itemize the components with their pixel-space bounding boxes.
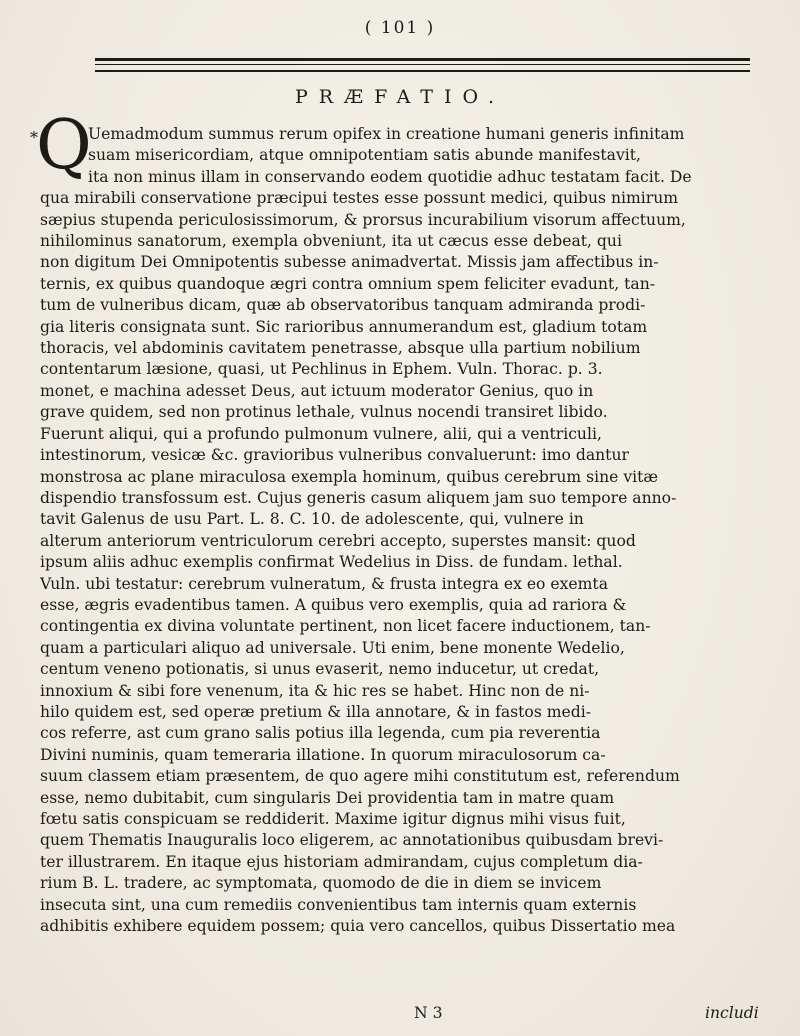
text-line: qua mirabili conservatione præcipui testes esse possunt medici, quibus nimirum bbox=[40, 189, 679, 208]
section-heading: PRÆFATIO. bbox=[294, 86, 505, 108]
text-line: tum de vulneribus dicam, quæ ab observatoribus tanquam admiranda prodi- bbox=[40, 296, 646, 315]
text-line: fœtu satis conspicuam se reddiderit. Maxime igitur dignus mihi visus fuit, bbox=[40, 810, 626, 828]
footnote-asterisk: * bbox=[30, 128, 38, 147]
text-line: innoxium & sibi fore venenum, ita & hic res se habet. Hinc non de ni- bbox=[40, 681, 590, 700]
header-rule-thick bbox=[95, 58, 750, 61]
text-line: esse, nemo dubitabit, cum singularis Dei providentia tam in matre quam bbox=[40, 788, 615, 807]
text-line: ita non minus illam in conservando eodem quotidie adhuc testatam facit. De bbox=[88, 167, 692, 186]
signature-mark: N 3 bbox=[414, 1004, 443, 1022]
text-line: insecuta sint, una cum remediis convenientibus tam internis quam externis bbox=[40, 895, 637, 914]
text-line: quem Thematis Inauguralis loco eligerem, ac annotationibus quibusdam brevi- bbox=[40, 831, 664, 850]
text-line: suam misericordiam, atque omnipotentiam satis abunde manifestavit, bbox=[88, 146, 641, 165]
text-line: alterum anteriorum ventriculorum cerebri accepto, superstes mansit: quod bbox=[40, 531, 636, 550]
text-line: thoracis, vel abdominis cavitatem penetrasse, absque ulla partium nobilium bbox=[40, 339, 641, 358]
text-line: tavit Galenus de usu Part. L. 8. C. 10. de adolescente, qui, vulnere in bbox=[40, 510, 584, 529]
text-line: centum veneno potionatis, si unus evaserit, nemo inducetur, ut credat, bbox=[40, 660, 600, 679]
text-line: grave quidem, sed non protinus lethale, vulnus nocendi transiret libido. bbox=[40, 403, 608, 422]
text-line: ipsum aliis adhuc exemplis confirmat Wedelius in Diss. de fundam. lethal. bbox=[40, 553, 623, 572]
text-line: quam a particulari aliquo ad universale. Uti enim, bene monente Wedelio, bbox=[40, 638, 625, 657]
text-line: rium B. L. tradere, ac symptomata, quomodo de die in diem se invicem bbox=[40, 874, 602, 893]
text-line: esse, ægris evadentibus tamen. A quibus vero exemplis, quia ad rariora & bbox=[40, 595, 627, 614]
header-rule-lower bbox=[95, 70, 750, 72]
text-line: intestinorum, vesicæ &c. gravioribus vulneribus convaluerunt: imo dantur bbox=[40, 446, 629, 465]
text-line: sæpius stupenda periculosissimorum, & prorsus incurabilium visorum affectuum, bbox=[40, 210, 686, 229]
text-line: contingentia ex divina voluntate pertinent, non licet facere inductionem, tan- bbox=[40, 617, 651, 636]
text-line: ter illustrarem. En itaque ejus historiam admirandam, cujus completum dia- bbox=[40, 852, 643, 871]
text-line: Divini numinis, quam temeraria illatione. In quorum miraculosorum ca- bbox=[40, 745, 606, 764]
drop-cap-initial: Q bbox=[36, 106, 92, 185]
header-rule-thin bbox=[95, 64, 750, 65]
text-line: adhibitis exhibere equidem possem; quia vero cancellos, quibus Dissertatio mea bbox=[40, 917, 676, 936]
text-line: gia literis consignata sunt. Sic rarioribus annumerandum est, gladium totam bbox=[40, 317, 648, 336]
text-line: suum classem etiam præsentem, de quo agere mihi constitutum est, referendum bbox=[40, 767, 680, 786]
text-line: hilo quidem est, sed operæ pretium & illa annotare, & in fastos medi- bbox=[40, 702, 592, 721]
catchword: includi bbox=[705, 1004, 759, 1022]
text-line: monstrosa ac plane miraculosa exempla hominum, quibus cerebrum sine vitæ bbox=[40, 467, 659, 486]
text-line: Uemadmodum summus rerum opifex in creatione humani generis infinitam bbox=[88, 125, 685, 143]
text-line: dispendio transfossum est. Cujus generis casum aliquem jam suo tempore anno- bbox=[40, 488, 677, 507]
text-line: monet, e machina adesset Deus, aut ictuum moderator Genius, quo in bbox=[40, 381, 594, 400]
text-line: non digitum Dei Omnipotentis subesse animadvertat. Missis jam affectibus in- bbox=[40, 253, 659, 272]
text-line: Vuln. ubi testatur: cerebrum vulneratum, & frusta integra ex eo exemta bbox=[40, 574, 608, 593]
preface-text bbox=[40, 124, 762, 937]
page-number: ( 101 ) bbox=[364, 18, 436, 38]
text-line: nihilominus sanatorum, exempla obveniunt, ita ut cæcus esse debeat, qui bbox=[40, 232, 622, 251]
text-line: ternis, ex quibus quandoque ægri contra omnium spem feliciter evadunt, tan- bbox=[40, 274, 656, 293]
text-line: Fuerunt aliqui, qui a profundo pulmonum vulnere, alii, qui a ventriculi, bbox=[40, 424, 602, 443]
text-line: contentarum læsione, quasi, ut Pechlinus in Ephem. Vuln. Thorac. p. 3. bbox=[40, 360, 603, 379]
text-line: cos referre, ast cum grano salis potius illa legenda, cum pia reverentia bbox=[40, 724, 601, 743]
